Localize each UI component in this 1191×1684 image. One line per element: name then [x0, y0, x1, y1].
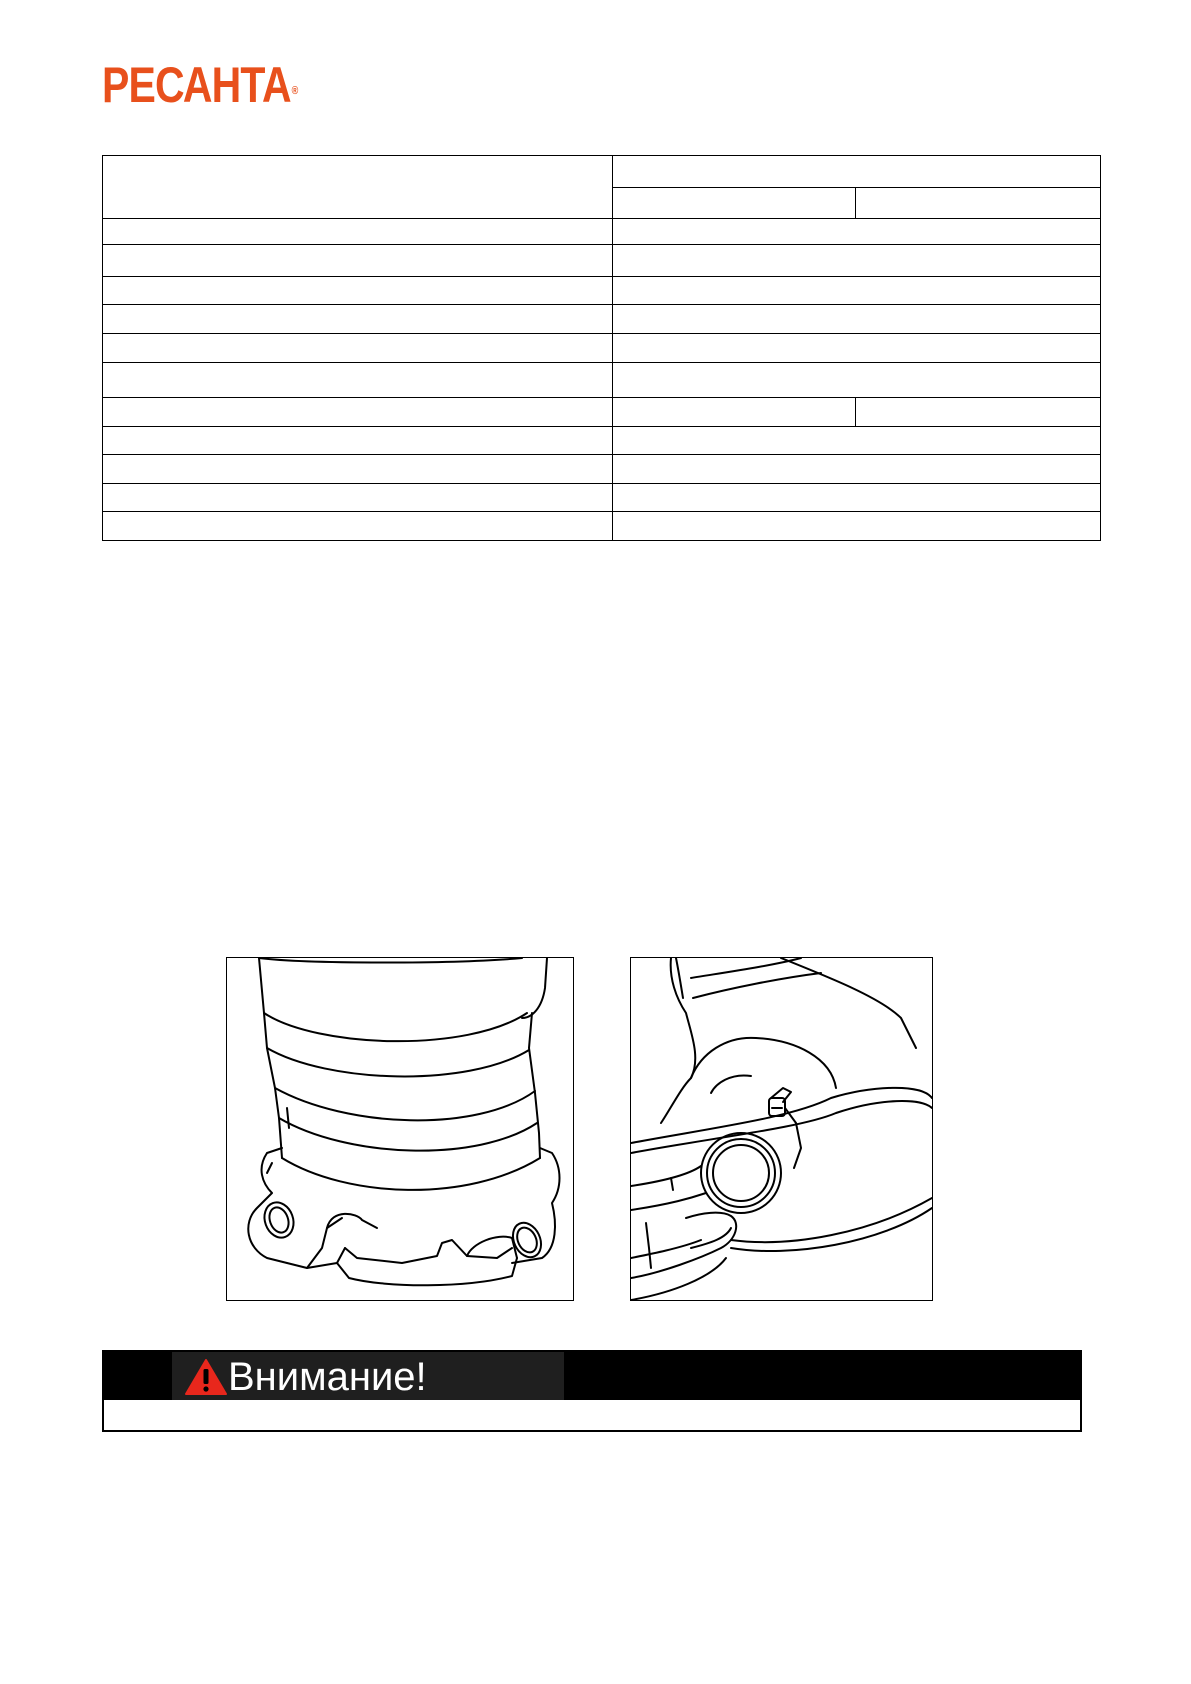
table-cell: [856, 398, 1101, 427]
table-cell: [613, 512, 1101, 541]
table-cell: [103, 484, 613, 512]
table-row: [103, 245, 1101, 277]
warning-triangle-icon: [184, 1358, 228, 1396]
table-cell: [103, 219, 613, 245]
table-cell: [613, 277, 1101, 305]
figure-hose-clamp: [630, 957, 933, 1301]
table-row: [103, 219, 1101, 245]
brand-logo-text: РЕСАНТА: [102, 57, 291, 113]
warning-box: [102, 1350, 1082, 1432]
warning-title-box: [172, 1352, 564, 1400]
warning-body: [112, 1404, 1072, 1428]
hose-clamp-drawing-icon: [631, 958, 932, 1300]
registered-mark: ®: [291, 85, 299, 97]
table-cell: [613, 363, 1101, 398]
table-row: [103, 512, 1101, 541]
warning-title: Внимание!: [228, 1355, 427, 1399]
table-row: [103, 156, 1101, 188]
table-cell: [103, 512, 613, 541]
table-cell: [103, 305, 613, 334]
table-row: [103, 455, 1101, 484]
table-cell: [103, 427, 613, 455]
table-row: [103, 484, 1101, 512]
table-cell: [613, 427, 1101, 455]
table-row: [103, 427, 1101, 455]
table-cell: [613, 219, 1101, 245]
table-cell: [613, 156, 1101, 188]
table-cell: [613, 305, 1101, 334]
table-row: [103, 334, 1101, 363]
specifications-table: [102, 155, 1101, 541]
pump-base-drawing-icon: [227, 958, 573, 1300]
table-cell: [103, 156, 613, 219]
table-cell: [613, 398, 856, 427]
table-cell: [103, 245, 613, 277]
table-cell: [103, 455, 613, 484]
table-cell: [103, 398, 613, 427]
table-cell: [103, 334, 613, 363]
table-cell: [613, 455, 1101, 484]
brand-logo: [102, 57, 299, 113]
warning-header: [104, 1352, 1080, 1400]
figure-pump-base: [226, 957, 574, 1301]
table-cell: [613, 188, 856, 219]
table-cell: [613, 334, 1101, 363]
table-row: [103, 363, 1101, 398]
table-row: [103, 398, 1101, 427]
table-cell: [103, 363, 613, 398]
table-cell: [613, 484, 1101, 512]
table-cell: [613, 245, 1101, 277]
table-cell: [856, 188, 1101, 219]
table-row: [103, 277, 1101, 305]
table-row: [103, 305, 1101, 334]
table-cell: [103, 277, 613, 305]
